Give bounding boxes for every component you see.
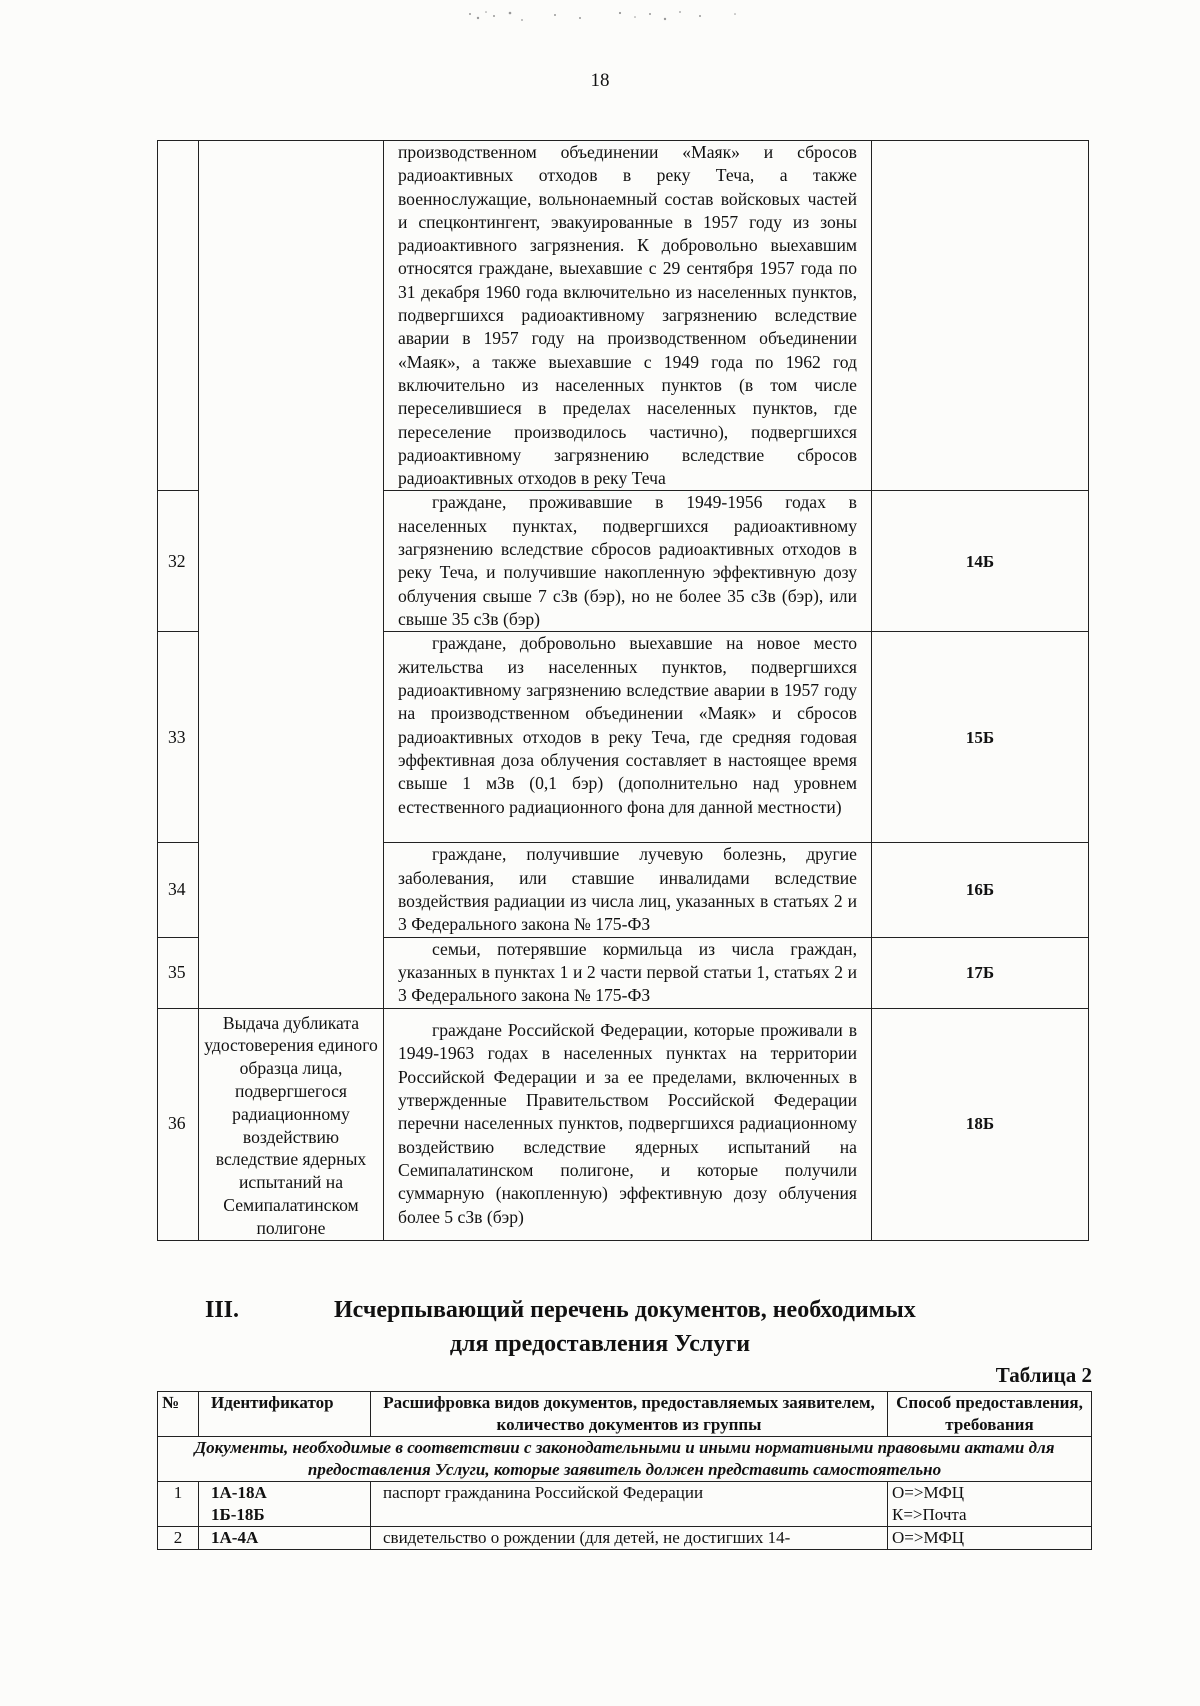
table-header-row bbox=[158, 1392, 1092, 1437]
row-description: производственном объединении «Маяк» и сбросов радиоактивных отходов в реку Теча, а также военнослужащие, вольнонаемный состав войсковых частей и спецконтингент, эвакуированные в 1957 году из зоны радиоактивного загрязнения. К добровольно выехавшим относятся граждане, выехавшие с 29 сентября 1957 года по 31 декабря 1960 года включительно из населенных пунктов, подвергшихся радиоактивному загрязнению вследствие аварии в 1957 году на производственном объединении «Маяк», а также выехавшие с 1949 года по 1962 год включительно из населенных пунктов (в том числе переселившиеся в пределах населенных пунктов, где переселение производилось частично), подвергшихся радиоактивному загрязнению вследствие сбросов радиоактивных отходов в реку Теча bbox=[384, 141, 872, 491]
table-row bbox=[158, 1527, 1092, 1550]
table-label: Таблица 2 bbox=[995, 1363, 1092, 1387]
row-method: О=>МФЦ bbox=[888, 1527, 1092, 1550]
row-number: 2 bbox=[158, 1527, 199, 1550]
row-code: 14Б bbox=[872, 491, 1089, 632]
service-name: Выдача дубликата удостоверения единого образца лица, подвергшегося радиационному воздействию вследствие ядерных испытаний на Семипалатинском полигоне bbox=[199, 1008, 384, 1240]
table-row bbox=[158, 141, 1089, 491]
section-number: III. bbox=[205, 1297, 240, 1323]
row-code: 18Б bbox=[872, 1008, 1089, 1240]
row-number-cell bbox=[158, 141, 199, 491]
documents-table bbox=[157, 1391, 1092, 1550]
page-number: 18 bbox=[590, 70, 610, 91]
services-table bbox=[157, 140, 1089, 1241]
scan-artifact-noise bbox=[460, 6, 760, 28]
row-method-line: К=>Почта bbox=[892, 1505, 967, 1524]
row-identifier bbox=[199, 1482, 371, 1527]
row-description: семьи, потерявшие кормильца из числа граждан, указанных в пунктах 1 и 2 части первой статьи 1, статьях 2 и 3 Федерального закона № 175-ФЗ bbox=[398, 938, 857, 1006]
row-number: 32 bbox=[158, 491, 199, 632]
row-number: 1 bbox=[158, 1482, 199, 1527]
row-document: паспорт гражданина Российской Федерации bbox=[371, 1482, 888, 1527]
row-document-cell bbox=[371, 1527, 888, 1550]
column-header-method: Способ предоставления, требования bbox=[888, 1392, 1092, 1437]
row-code-cell bbox=[872, 141, 1089, 491]
column-header-docs: Расшифровка видов документов, предоставляемых заявителем, количество документов из группы bbox=[371, 1392, 888, 1437]
section-title-line2: для предоставления Услуги bbox=[449, 1331, 751, 1357]
service-name-cell bbox=[199, 141, 384, 1009]
column-header-id: Идентификатор bbox=[199, 1392, 371, 1437]
column-header-num: № bbox=[158, 1392, 199, 1437]
row-description: граждане Российской Федерации, которые проживали в 1949-1963 годах в населенных пунктах на территории Российской Федерации и за ее пределами, включенных в утвержденные Правительством Российской Федерации перечни населенных пунктов, подвергшихся радиационному воздействию вследствие ядерных испытаний на Семипалатинском полигоне, и которые получили суммарную (накопленную) эффективную дозу облучения более 5 сЗв (бэр) bbox=[398, 1020, 857, 1227]
row-method bbox=[888, 1482, 1092, 1527]
row-code: 16Б bbox=[872, 843, 1089, 937]
section-title-line1: Исчерпывающий перечень документов, необходимых bbox=[334, 1297, 916, 1323]
row-number: 36 bbox=[158, 1008, 199, 1240]
row-code: 17Б bbox=[872, 937, 1089, 1008]
row-description: граждане, проживавшие в 1949-1956 годах в населенных пунктах, подвергшихся радиоактивному загрязнению вследствие сбросов радиоактивных отходов в реку Теча, и получившие накопленную эффективную дозу облучения свыше 7 сЗв (бэр), но не более 35 сЗв (бэр), или свыше 35 сЗв (бэр) bbox=[398, 492, 857, 629]
group-title: Документы, необходимые в соответствии с законодательными и иными нормативными правовыми актами для предоставления Услуги, которые заявитель должен представить самостоятельно bbox=[158, 1437, 1092, 1482]
row-number: 35 bbox=[158, 937, 199, 1008]
row-document: свидетельство о рождении (для детей, не достигших 14- bbox=[383, 1528, 791, 1547]
row-number: 34 bbox=[158, 843, 199, 937]
group-row bbox=[158, 1437, 1092, 1482]
row-identifier-line: 1Б-18Б bbox=[211, 1505, 265, 1524]
row-description: граждане, получившие лучевую болезнь, другие заболевания, или ставшие инвалидами вследствие воздействия радиации из числа лиц, указанных в статьях 2 и 3 Федерального закона № 175-ФЗ bbox=[398, 844, 857, 935]
row-identifier-line: 1А-18А bbox=[211, 1483, 267, 1502]
row-number: 33 bbox=[158, 632, 199, 843]
row-code: 15Б bbox=[872, 632, 1089, 843]
table-row bbox=[158, 1482, 1092, 1527]
row-identifier: 1А-4А bbox=[199, 1527, 371, 1550]
row-method-line: О=>МФЦ bbox=[892, 1483, 965, 1502]
row-description: граждане, добровольно выехавшие на новое место жительства из населенных пунктов, подвергшихся радиоактивному загрязнению вследствие аварии в 1957 году на производственном объединении «Маяк» и сбросов радиоактивных отходов в реку Теча, где средняя годовая эффективная доза облучения составляет в настоящее время свыше 1 мЗв (0,1 бэр) (дополнительно над уровнем естественного радиационного фона для данной местности) bbox=[398, 633, 857, 817]
table-row bbox=[158, 1008, 1089, 1240]
